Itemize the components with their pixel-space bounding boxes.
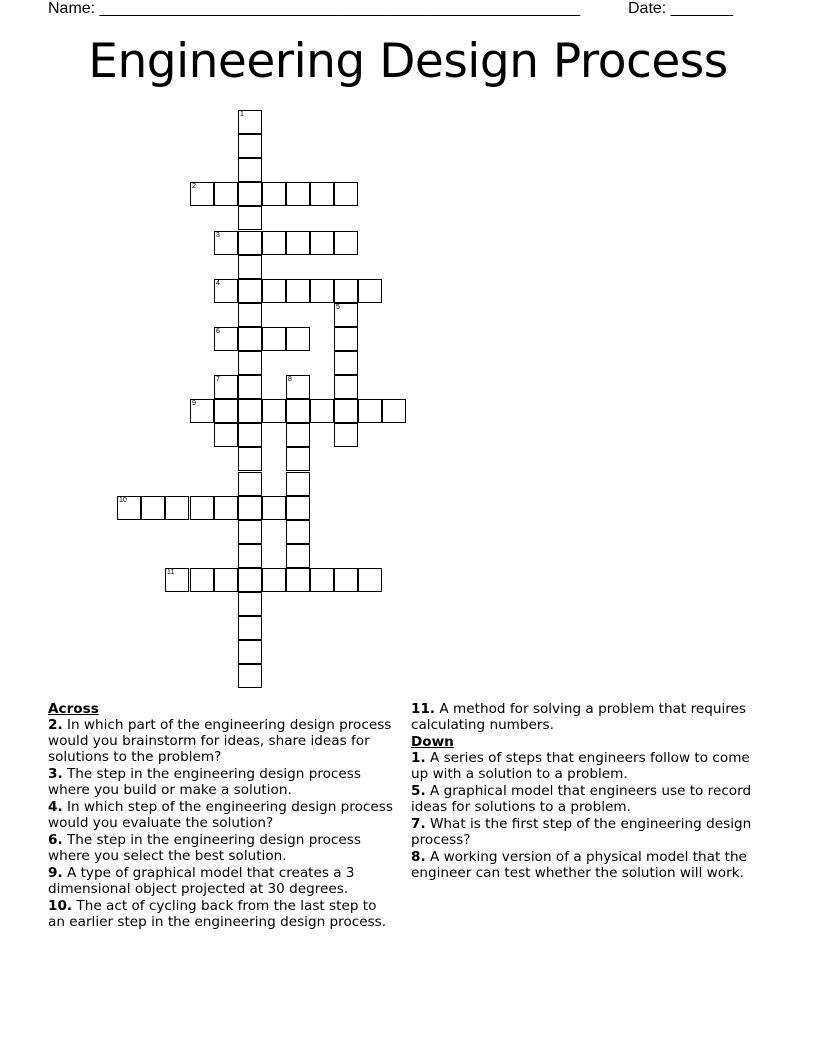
date-field[interactable]: Date: _______ bbox=[628, 0, 733, 17]
crossword-cell[interactable] bbox=[117, 496, 141, 520]
crossword-cell[interactable] bbox=[214, 231, 238, 255]
clue-item bbox=[48, 799, 393, 831]
crossword-cell[interactable] bbox=[238, 327, 262, 351]
crossword-cell[interactable] bbox=[190, 182, 214, 206]
clue-item bbox=[411, 816, 771, 848]
down-heading: Down bbox=[411, 734, 454, 750]
crossword-cell[interactable] bbox=[190, 568, 214, 592]
clues-left-column bbox=[48, 701, 393, 931]
crossword-cell[interactable] bbox=[358, 568, 382, 592]
clue-text: What is the first step of the engineering design process? bbox=[411, 816, 752, 848]
page-title: Engineering Design Process bbox=[88, 34, 728, 89]
clue-text: A graphical model that engineers use to record ideas for solutions to a problem. bbox=[411, 783, 752, 815]
crossword-cell[interactable] bbox=[238, 206, 262, 230]
clue-number: 3. bbox=[48, 766, 63, 782]
clue-number: 9 bbox=[192, 400, 196, 407]
crossword-cell[interactable] bbox=[238, 520, 262, 544]
clue-number: 9. bbox=[48, 865, 63, 881]
crossword-cell[interactable] bbox=[238, 664, 262, 688]
crossword-cell[interactable] bbox=[334, 231, 358, 255]
crossword-cell[interactable] bbox=[334, 423, 358, 447]
crossword-cell[interactable] bbox=[238, 158, 262, 182]
crossword-cell[interactable] bbox=[358, 399, 382, 423]
crossword-cell[interactable] bbox=[262, 327, 286, 351]
across-heading: Across bbox=[48, 701, 99, 717]
clue-number: 5 bbox=[336, 304, 340, 311]
crossword-cell[interactable] bbox=[286, 496, 310, 520]
crossword-cell[interactable] bbox=[238, 303, 262, 327]
crossword-cell[interactable] bbox=[238, 592, 262, 616]
crossword-cell[interactable] bbox=[214, 423, 238, 447]
clue-number: 3 bbox=[216, 232, 220, 239]
clue-number: 1. bbox=[411, 750, 426, 766]
crossword-cell[interactable] bbox=[238, 616, 262, 640]
clue-item bbox=[48, 898, 393, 930]
crossword-cell[interactable] bbox=[165, 496, 189, 520]
crossword-cell[interactable] bbox=[238, 351, 262, 375]
crossword-cell[interactable] bbox=[334, 568, 358, 592]
crossword-cell[interactable] bbox=[262, 231, 286, 255]
crossword-cell[interactable] bbox=[238, 496, 262, 520]
name-field[interactable]: Name: ______________________________________________________ bbox=[48, 0, 581, 17]
clue-text: A working version of a physical model that the engineer can test whether the solution will work. bbox=[411, 849, 747, 881]
clue-text: The step in the engineering design process where you select the best solution. bbox=[48, 832, 361, 864]
clue-text: The step in the engineering design process where you build or make a solution. bbox=[48, 766, 361, 798]
clue-text: A method for solving a problem that requires calculating numbers. bbox=[411, 701, 746, 733]
crossword-cell[interactable] bbox=[238, 279, 262, 303]
crossword-cell[interactable] bbox=[214, 279, 238, 303]
crossword-cell[interactable] bbox=[286, 399, 310, 423]
clue-item bbox=[411, 750, 771, 782]
clue-number: 8 bbox=[288, 376, 292, 383]
clue-number: 6. bbox=[48, 832, 63, 848]
clue-number: 8. bbox=[411, 849, 426, 865]
clue-number: 11 bbox=[167, 569, 175, 576]
clue-text: A type of graphical model that creates a 3 dimensional object projected at 30 degrees. bbox=[48, 865, 355, 897]
crossword-cell[interactable] bbox=[214, 327, 238, 351]
crossword-cell[interactable] bbox=[238, 544, 262, 568]
crossword-cell[interactable] bbox=[310, 231, 334, 255]
clue-number: 5. bbox=[411, 783, 426, 799]
clue-number: 7 bbox=[216, 376, 220, 383]
crossword-cell[interactable] bbox=[165, 568, 189, 592]
clue-number: 10 bbox=[119, 497, 127, 504]
crossword-cell[interactable] bbox=[382, 399, 406, 423]
clue-text: A series of steps that engineers follow to come up with a solution to a problem. bbox=[411, 750, 750, 782]
crossword-cell[interactable] bbox=[310, 279, 334, 303]
clue-item bbox=[411, 783, 771, 815]
clue-item bbox=[48, 717, 393, 765]
crossword-cell[interactable] bbox=[214, 399, 238, 423]
clue-number: 6 bbox=[216, 328, 220, 335]
clue-number: 4 bbox=[216, 280, 220, 287]
crossword-cell[interactable] bbox=[238, 231, 262, 255]
crossword-cell[interactable] bbox=[190, 496, 214, 520]
crossword-cell[interactable] bbox=[286, 544, 310, 568]
clue-number: 7. bbox=[411, 816, 426, 832]
clue-number: 2. bbox=[48, 717, 63, 733]
crossword-cell[interactable] bbox=[334, 399, 358, 423]
clue-text: The act of cycling back from the last step to an earlier step in the engineering design process. bbox=[48, 898, 387, 930]
crossword-cell[interactable] bbox=[310, 182, 334, 206]
clue-text: In which part of the engineering design process would you brainstorm for ideas, share ideas for solutions to the problem? bbox=[48, 717, 392, 765]
crossword-cell[interactable] bbox=[334, 279, 358, 303]
crossword-cell[interactable] bbox=[334, 182, 358, 206]
crossword-cell[interactable] bbox=[238, 182, 262, 206]
crossword-cell[interactable] bbox=[334, 303, 358, 327]
crossword-cell[interactable] bbox=[238, 640, 262, 664]
clue-number: 10. bbox=[48, 898, 73, 914]
across-clue-list bbox=[48, 717, 393, 930]
clue-item bbox=[411, 701, 771, 733]
crossword-cell[interactable] bbox=[238, 472, 262, 496]
clue-item bbox=[411, 849, 771, 881]
crossword-cell[interactable] bbox=[310, 568, 334, 592]
clue-number: 1 bbox=[240, 111, 244, 118]
crossword-cell[interactable] bbox=[238, 399, 262, 423]
clues-right-column bbox=[411, 701, 771, 882]
crossword-cell[interactable] bbox=[214, 182, 238, 206]
crossword-cell[interactable] bbox=[262, 399, 286, 423]
crossword-cell[interactable] bbox=[286, 182, 310, 206]
crossword-cell[interactable] bbox=[190, 399, 214, 423]
crossword-cell[interactable] bbox=[334, 351, 358, 375]
crossword-cell[interactable] bbox=[286, 231, 310, 255]
crossword-cell[interactable] bbox=[214, 496, 238, 520]
clue-item bbox=[48, 766, 393, 798]
clue-item bbox=[48, 832, 393, 864]
crossword-cell[interactable] bbox=[214, 568, 238, 592]
clue-item bbox=[48, 865, 393, 897]
crossword-cell[interactable] bbox=[262, 182, 286, 206]
crossword-cell[interactable] bbox=[238, 375, 262, 399]
crossword-cell[interactable] bbox=[286, 375, 310, 399]
crossword-cell[interactable] bbox=[238, 423, 262, 447]
clue-number: 4. bbox=[48, 799, 63, 815]
crossword-cell[interactable] bbox=[238, 110, 262, 134]
crossword-cell[interactable] bbox=[141, 496, 165, 520]
crossword-cell[interactable] bbox=[286, 520, 310, 544]
crossword-cell[interactable] bbox=[358, 279, 382, 303]
crossword-cell[interactable] bbox=[286, 568, 310, 592]
crossword-cell[interactable] bbox=[286, 423, 310, 447]
crossword-cell[interactable] bbox=[334, 327, 358, 351]
down-clue-list bbox=[411, 750, 771, 881]
crossword-cell[interactable] bbox=[334, 375, 358, 399]
crossword-cell[interactable] bbox=[286, 327, 310, 351]
crossword-cell[interactable] bbox=[238, 568, 262, 592]
crossword-cell[interactable] bbox=[310, 399, 334, 423]
crossword-cell[interactable] bbox=[286, 447, 310, 471]
crossword-cell[interactable] bbox=[262, 568, 286, 592]
crossword-cell[interactable] bbox=[238, 255, 262, 279]
crossword-cell[interactable] bbox=[238, 134, 262, 158]
crossword-cell[interactable] bbox=[286, 472, 310, 496]
crossword-cell[interactable] bbox=[286, 279, 310, 303]
clue-number: 2 bbox=[192, 183, 196, 190]
crossword-cell[interactable] bbox=[262, 496, 286, 520]
clue-text: In which step of the engineering design process would you evaluate the solution? bbox=[48, 799, 393, 831]
crossword-cell[interactable] bbox=[238, 447, 262, 471]
header bbox=[0, 0, 816, 22]
crossword-cell[interactable] bbox=[214, 375, 238, 399]
clue-number: 11. bbox=[411, 701, 436, 717]
crossword-cell[interactable] bbox=[262, 279, 286, 303]
across-clue-list-continued bbox=[411, 701, 771, 733]
